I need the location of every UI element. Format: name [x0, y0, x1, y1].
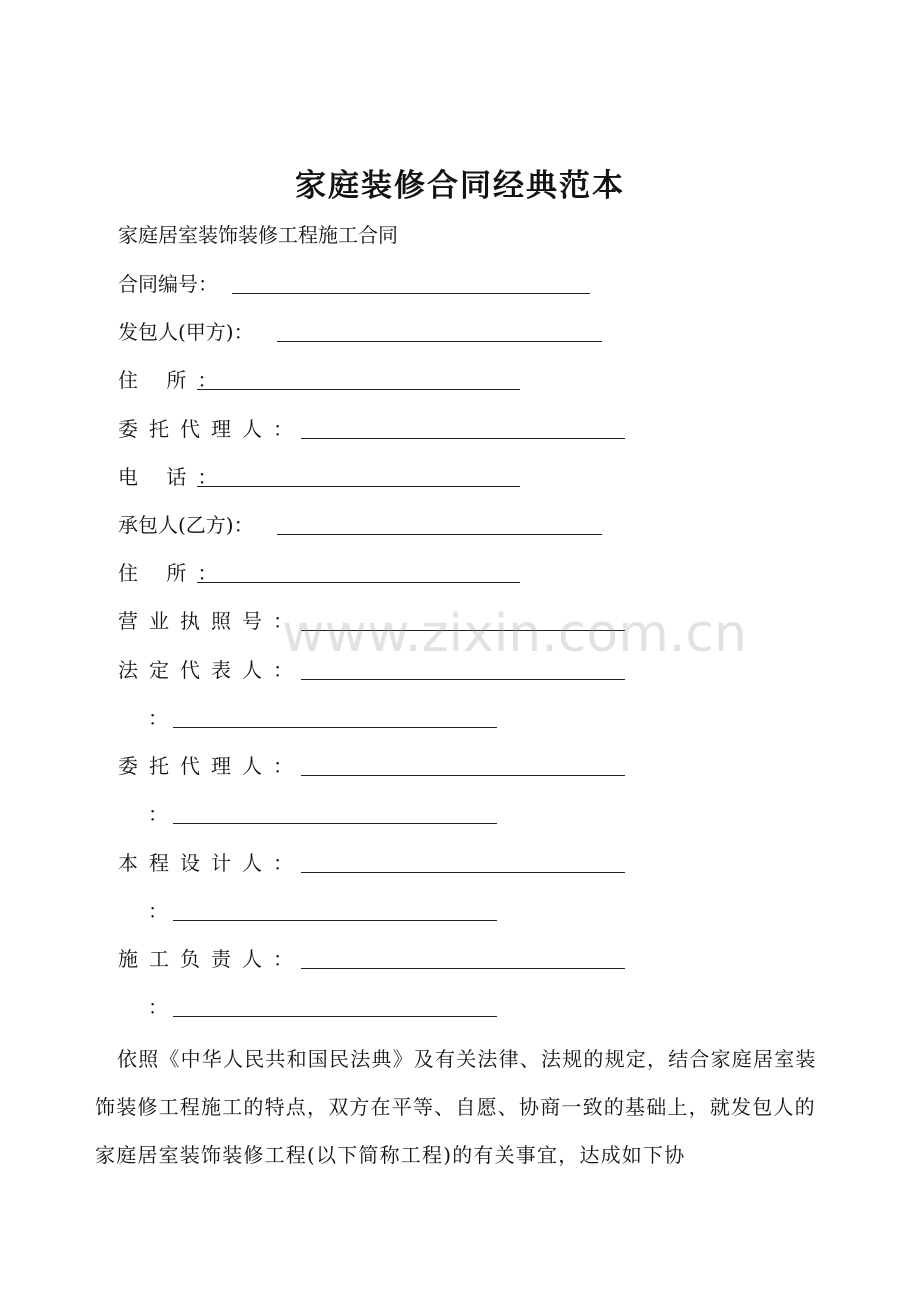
field-label-contractor-agent: 委托代理人： [118, 754, 304, 778]
field-label-designer-extra: ： [148, 899, 168, 923]
field-blank-contractor-address[interactable] [197, 582, 520, 583]
field-blank-designer[interactable] [301, 872, 625, 873]
field-label-construction-manager: 施工负责人： [118, 947, 304, 971]
field-blank-contractor[interactable] [277, 534, 602, 535]
field-label-client: 发包人(甲方)： [118, 320, 254, 344]
contract-subtitle: 家庭居室装饰装修工程施工合同 [118, 223, 398, 247]
field-label-business-license: 营业执照号： [118, 609, 304, 633]
field-blank-client-address[interactable] [197, 389, 520, 390]
field-blank-client-phone[interactable] [197, 486, 520, 487]
field-label-construction-manager-extra: ： [148, 995, 168, 1019]
field-label-contractor-address: 住 所： [118, 561, 229, 585]
field-blank-contract-number[interactable] [232, 293, 590, 294]
field-blank-contractor-agent[interactable] [301, 775, 625, 776]
field-blank-client-agent[interactable] [301, 438, 625, 439]
watermark: www.zixin.com.cn [282, 604, 747, 664]
field-blank-client[interactable] [277, 341, 602, 342]
field-blank-designer-extra[interactable] [173, 920, 497, 921]
field-blank-contractor-agent-extra[interactable] [173, 823, 497, 824]
field-blank-construction-manager[interactable] [301, 968, 625, 969]
field-blank-construction-manager-extra[interactable] [173, 1016, 497, 1017]
field-label-client-agent: 委托代理人： [118, 417, 304, 441]
field-label-client-phone: 电 话： [118, 465, 229, 489]
field-label-legal-representative: 法定代表人： [118, 658, 304, 682]
field-blank-legal-representative[interactable] [301, 679, 625, 680]
field-label-contractor: 承包人(乙方)： [118, 513, 254, 537]
field-blank-legal-rep-extra[interactable] [173, 727, 497, 728]
contract-preamble-paragraph: 依照《中华人民共和国民法典》及有关法律、法规的规定，结合家庭居室装饰装修工程施工的特点，双方在平等、自愿、协商一致的基础上，就发包人的家庭居室装饰装修工程(以下简称工程)的有关事宜，达成如下协 [95, 1047, 817, 1167]
document-title: 家庭装修合同经典范本 [295, 168, 625, 204]
field-label-designer: 本程设计人： [118, 851, 304, 875]
field-label-contractor-agent-extra: ： [148, 802, 168, 826]
field-label-contract-number: 合同编号： [118, 272, 218, 296]
field-label-legal-rep-extra: ： [148, 706, 168, 730]
field-label-client-address: 住 所： [118, 368, 229, 392]
